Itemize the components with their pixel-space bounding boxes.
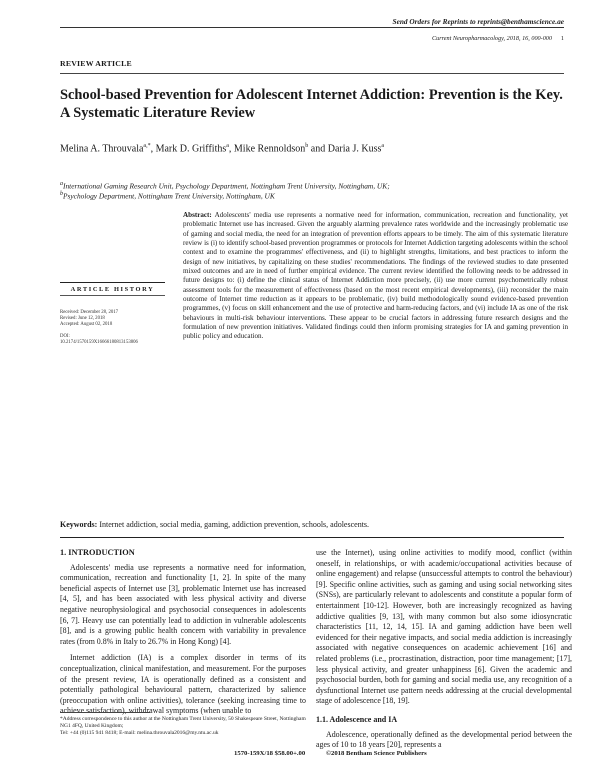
author-name[interactable]: Mike Rennoldson xyxy=(233,143,306,155)
author-affiliation-mark: a,* xyxy=(143,143,151,149)
footer-issn: 1570-159X/18 $58.00+.00 xyxy=(234,750,306,757)
article-history-box xyxy=(60,282,170,346)
abstract-text: Adolescents' media use represents a normative need for information, communication, recreation and functionality, yet problematic Internet use has increased. Given the arguably alarming prevalence rates worldwide and the increasingly problematic use of gaming and social media, the need for an integration of prevention efforts appears to be timely. The aim of this systematic literature review is (i) to identify school-based prevention programmes or protocols for Internet Addiction targeting adolescents within the school context and to examine the programmes' effectiveness, and (ii) to highlight strengths, limitations, and best practices to inform the design of new initiatives, by capitalizing on these studies' recommendations. The findings of the reviewed studies to date presented mixed outcomes and are in need of further empirical evidence. The current review identified the following needs to be addressed in future designs to: (i) define the clinical status of Internet Addiction more precisely, (ii) use more current psychometrically robust assessment tools for the measurement of effectiveness (based on the most recent empirical developments), (iii) reconsider the main outcome of Internet time reduction as it appears to be problematic, (iv) build methodologically sound evidence-based prevention programmes, (v) focus on skill enhancement and the use of protective and harm-reducing factors, and (vi) include IA as one of the risk behaviours in multi-risk behaviour interventions. These appear to be crucial factors in addressing future research designs and the formulation of new prevention initiatives. Validated findings could then inform promising strategies for IA and gaming prevention in public policy and education. xyxy=(183,211,569,341)
abstract-label: Abstract: xyxy=(183,211,212,219)
doi-label: DOI: xyxy=(60,334,70,339)
author-separator: , xyxy=(228,143,234,155)
author-affiliation-mark: a xyxy=(226,143,229,149)
affiliation-mark: a xyxy=(60,181,63,187)
affiliation-text: Psychology Department, Nottingham Trent University, Nottingham, UK xyxy=(63,191,275,201)
author-affiliation-mark: a xyxy=(381,143,385,149)
article-type-label: REVIEW ARTICLE xyxy=(60,59,132,68)
article-title: School-based Prevention for Adolescent Internet Addiction: Prevention is the Key. A Systematic Literature Review xyxy=(60,87,563,121)
affiliation-line xyxy=(60,190,570,201)
doi-link[interactable]: 10.2174/1570159X16666180813153806 xyxy=(60,340,138,345)
author-name[interactable]: Mark D. Griffiths xyxy=(155,143,227,155)
body-paragraph: Internet addiction (IA) is a complex disorder in terms of its conceptualization, clinical manifestation, and measurement. For the purposes of the present review, IA is operationally defined as a consistent and potentially pathological behavioural pattern, characterized by salience (preoccupation with online activities), tolerance (seeking increasing time to achieve satisfaction), withdrawal symptoms (when unable to xyxy=(60,653,306,716)
subsection-heading: 1.1. Adolescence and IA xyxy=(316,714,398,724)
body-column-left xyxy=(60,548,306,723)
author-name[interactable]: Daria J. Kuss xyxy=(327,143,382,155)
reprints-notice: Send Orders for Reprints to reprints@benthamscience.ae xyxy=(392,17,564,26)
running-head: Current Neuropharmacology, 2018, 16, 000-000 xyxy=(431,35,552,42)
page-number: 1 xyxy=(560,35,564,42)
correspondence-footnote xyxy=(60,716,310,737)
footnote-contact: Tel: +44 (0)115 941 8418; E-mail: melina.throuvala2016@my.ntu.ac.uk xyxy=(60,730,219,736)
received-date: Received: December 28, 2017 xyxy=(60,310,119,315)
body-paragraph: Adolescence, operationally defined as the developmental period between the ages of 10 to 18 years [20], represents a xyxy=(316,729,572,750)
accepted-date: Accepted: August 02, 2018 xyxy=(60,322,113,327)
footnote-rule xyxy=(60,712,150,713)
body-column-right xyxy=(316,548,572,757)
author-list xyxy=(60,143,570,154)
article-type-rule xyxy=(60,73,564,74)
affiliation-text: International Gaming Research Unit, Psychology Department, Nottingham Trent University, Nottingham, UK; xyxy=(63,181,390,191)
footer-copyright: ©2018 Bentham Science Publishers xyxy=(326,750,427,757)
header-rule xyxy=(60,27,564,28)
keywords-text: Internet addiction, social media, gaming, addiction prevention, schools, adolescents. xyxy=(99,520,370,529)
keywords-label: Keywords: xyxy=(60,520,98,529)
footnote-address: *Address correspondence to this author at the Nottingham Trent University, 50 Shakespeare Street, Nottingham NG1 4FQ, United Kingdom; xyxy=(60,716,306,729)
section-heading: 1. INTRODUCTION xyxy=(60,548,135,557)
author-separator: , xyxy=(150,143,156,155)
revised-date: Revised: June 12, 2018 xyxy=(60,316,105,321)
body-paragraph: Adolescents' media use represents a normative need for information, communication, recreation and functionality [1, 2]. In spite of the many beneficial aspects of Internet use [3], problematic Internet use has increased [4, 5], and has been associated with less physical activity and diverse negative neurophysiological and psychosocial consequences in adolescents [6, 7]. Heavy use can potentially lead to addiction in vulnerable adolescents [8], and is a growing public health concern with variability in prevalence rates (from 0.8% in Italy to 26.7% in Hong Kong) [4]. xyxy=(60,562,306,646)
author-name[interactable]: Melina A. Throuvala xyxy=(60,143,144,155)
author-affiliation-mark: b xyxy=(305,143,309,149)
abstract xyxy=(183,211,568,342)
keywords xyxy=(60,520,572,530)
keywords-rule xyxy=(60,537,564,538)
body-paragraph: use the Internet), using online activities to modify mood, conflict (within oneself, in relationships, or with academic/occupational activities because of online engagement) and relapse (unsuccessful attempts to control the behaviour) [9]. Specific online activities, such as gaming and using social networking sites (SNSs), are particularly relevant to adolescents and constitute a popular form of entertainment [10-12]. However, both are increasingly recognized as having addictive qualities [9, 13], with many common but also some idiosyncratic characteristics [11, 12, 14, 15]. IA and gaming addiction have been well evidenced for their negative impacts, and social media addiction is increasingly associated with negative consequences on academic achievement [16] and related problems (i.e., procrastination, distraction, poor time management; [17], less physical activity, and greater unhappiness [6]. Given the academic and psychosocial burden, both for gaming and social media use, any recognition of a dysfunctional Internet use pattern needs addressing at the crucial developmental stage of adolescence [18, 19]. xyxy=(316,548,572,706)
author-separator: and xyxy=(308,143,328,155)
affiliation-mark: b xyxy=(60,191,63,197)
article-history-heading: ARTICLE HISTORY xyxy=(60,282,165,296)
